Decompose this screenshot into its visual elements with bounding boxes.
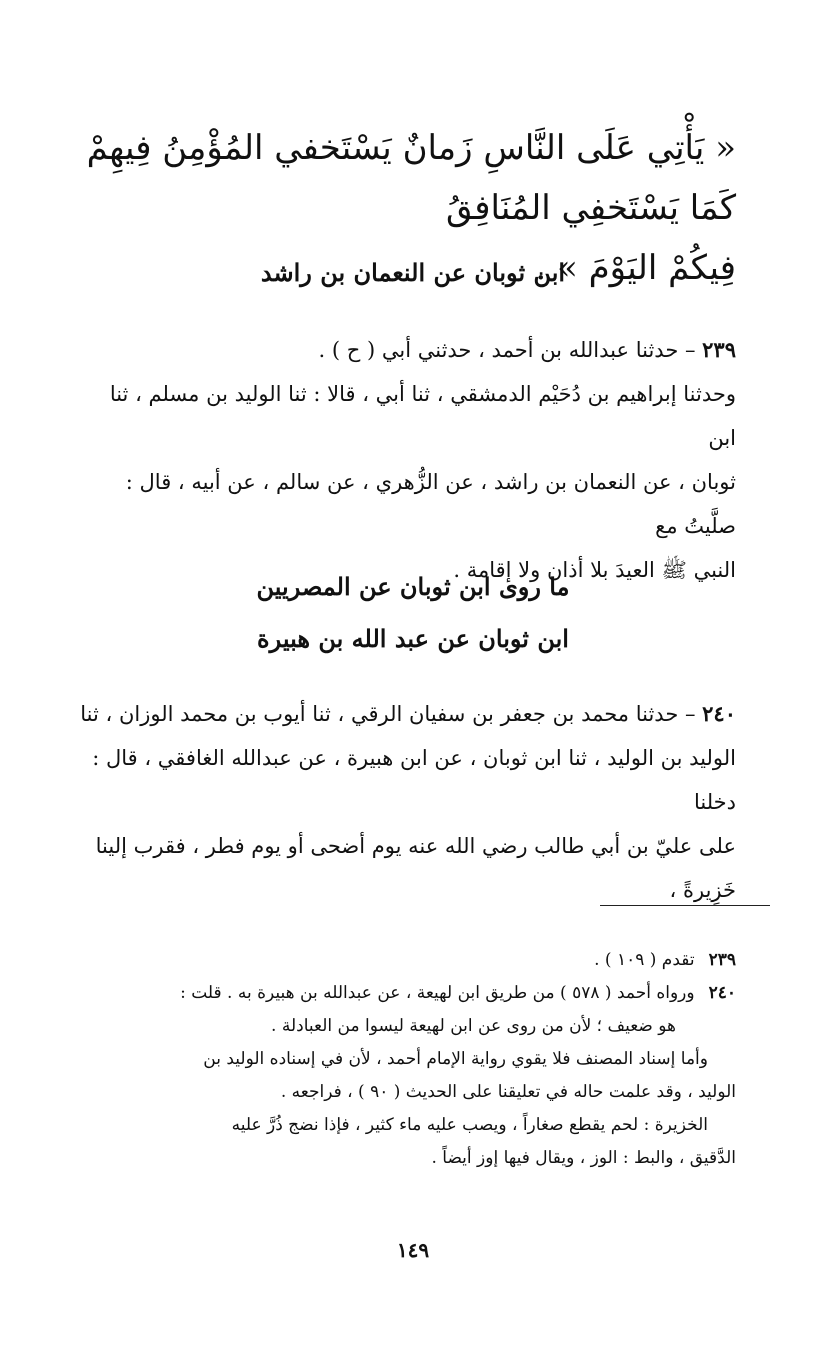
section-heading-2: ابن ثوبان عن عبد الله بن هبيرة (257, 624, 569, 653)
hadith-240-line-3: على عليّ بن أبي طالب رضي الله عنه يوم أضحى أو يوم فطر ، فقرب إلينا خَزِيرةً ، (95, 834, 736, 902)
hadith-239-line-2: وحدثنا إبراهيم بن دُحَيْم الدمشقي ، ثنا أبي ، قالا : ثنا الوليد بن مسلم ، ثنا ابن (109, 382, 736, 450)
hadith-239 (80, 328, 736, 592)
footnote-240-line-2: هو ضعيف ؛ لأن من روى عن ابن لهيعة ليسوا من العبادلة . (271, 1016, 676, 1036)
footnote-240-line-6: الدَّقيق ، والبط : الوز ، ويقال فيها إوز أيضاً . (431, 1148, 736, 1168)
footnote-number: ٢٣٩ (708, 950, 736, 970)
hadith-line: – حدثنا عبدالله بن أحمد ، حدثني أبي ( ح ) . (318, 338, 703, 362)
footnote-239 (80, 944, 736, 977)
footnote-text: ورواه أحمد ( ٥٧٨ ) من طريق ابن لهيعة ، عن عبدالله بن هبيرة به . قلت : (180, 983, 695, 1003)
hadith-239-line-1 (80, 328, 736, 372)
footnote-text: تقدم ( ١٠٩ ) . (594, 950, 695, 970)
footnote-number: ٢٤٠ (708, 983, 736, 1003)
chapter-heading: ما روى ابن ثوبان عن المصريين (256, 572, 570, 601)
quote-line-1: « يَأْتِي عَلَى النَّاسِ زَمانٌ يَسْتَخفي المُؤْمِنُ فِيهِمْ كَمَا يَسْتَخفِي المُنَافِقُ (86, 128, 736, 228)
hadith-240-line-1 (80, 692, 736, 736)
hadith-239-line-3: ثوبان ، عن النعمان بن راشد ، عن الزُّهري ، عن سالم ، عن أبيه ، قال : صلَّيتُ مع (125, 470, 736, 538)
section-heading: ابن ثوبان عن النعمان بن راشد (260, 258, 566, 287)
footnote-divider (600, 905, 770, 906)
hadith-240-line-2: الوليد بن الوليد ، ثنا ابن ثوبان ، عن ابن هبيرة ، عن عبدالله الغافقي ، قال : دخلنا (92, 746, 736, 814)
hadith-240 (80, 692, 736, 912)
hadith-number: ٢٣٩ (702, 337, 736, 362)
page-number: ١٤٩ (396, 1238, 430, 1262)
hadith-line: – حدثنا محمد بن جعفر بن سفيان الرقي ، ثنا أيوب بن محمد الوزان ، ثنا (80, 702, 703, 726)
footnote-240-line-4: الوليد ، وقد علمت حاله في تعليقنا على الحديث ( ٩٠ ) ، فراجعه . (280, 1082, 736, 1102)
quote-line-2: فِيكُمْ اليَوْمَ » . (535, 248, 736, 288)
hadith-number: ٢٤٠ (702, 701, 736, 726)
footnote-240-line-3: وأما إسناد المصنف فلا يقوي رواية الإمام أحمد ، لأن في إسناده الوليد بن (203, 1049, 708, 1069)
footnotes (80, 944, 736, 1175)
hadith-239-line-4: النبي ﷺ العيدَ بلا أذان ولا إقامة . (453, 558, 736, 582)
footnote-240-line-5: الخزيرة : لحم يقطع صغاراً ، ويصب عليه ماء كثير ، فإذا نضج ذُرَّ عليه (231, 1115, 708, 1135)
footnote-240 (80, 977, 736, 1010)
